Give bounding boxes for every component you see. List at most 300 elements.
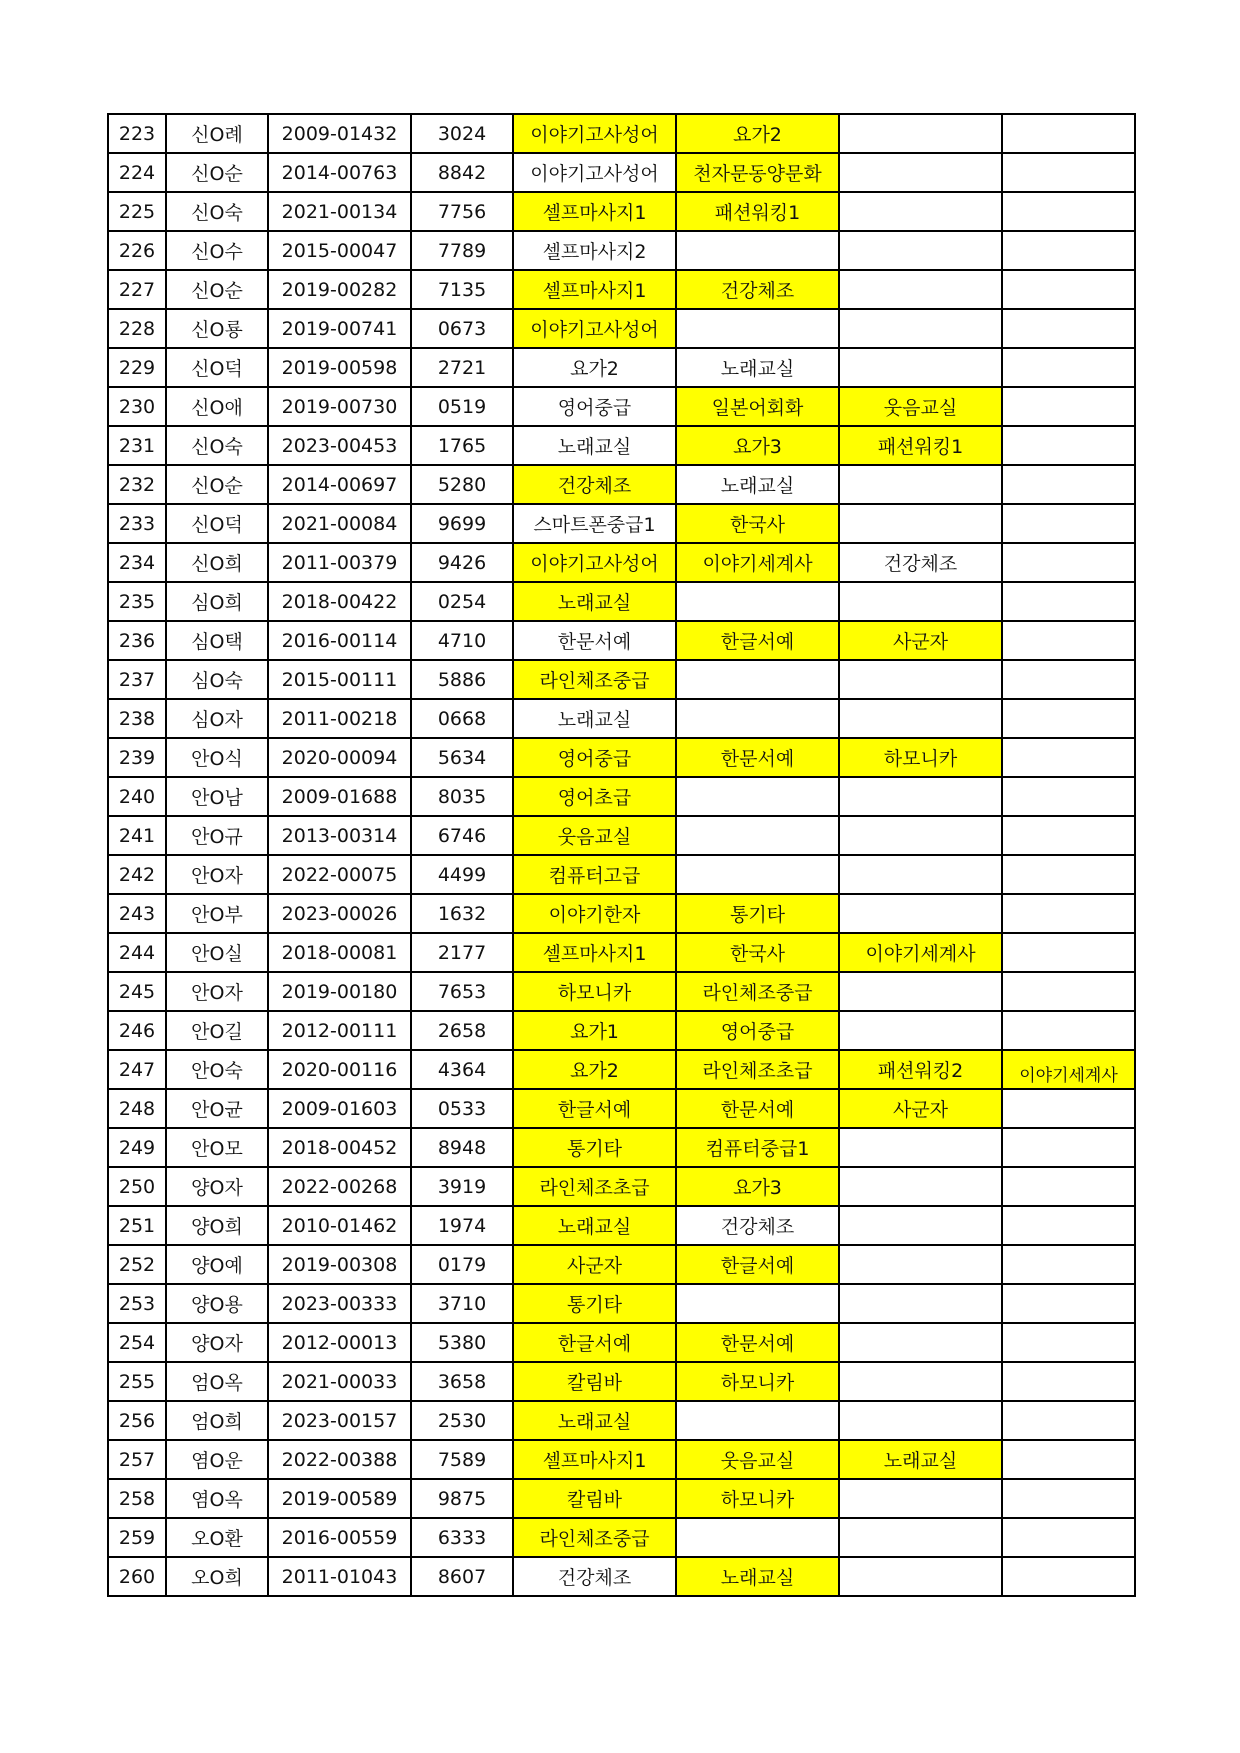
table-row bbox=[108, 270, 1135, 309]
course-2-cell: 천자문동양문화 bbox=[676, 153, 839, 192]
course-1-cell: 건강체조 bbox=[513, 1557, 676, 1596]
course-2-cell: 노래교실 bbox=[676, 1557, 839, 1596]
table-row bbox=[108, 699, 1135, 738]
member-name-cell: 신O희 bbox=[166, 543, 268, 582]
row-number-cell: 223 bbox=[108, 114, 166, 153]
course-3-cell bbox=[839, 1401, 1002, 1440]
row-number-cell: 253 bbox=[108, 1284, 166, 1323]
row-number-cell: 254 bbox=[108, 1323, 166, 1362]
course-3-cell bbox=[839, 1323, 1002, 1362]
table-row bbox=[108, 504, 1135, 543]
member-code-cell: 2721 bbox=[411, 348, 513, 387]
member-name-cell: 양O희 bbox=[166, 1206, 268, 1245]
course-4-cell bbox=[1002, 1128, 1135, 1167]
member-code-cell: 3710 bbox=[411, 1284, 513, 1323]
course-4-cell bbox=[1002, 1011, 1135, 1050]
course-4-cell bbox=[1002, 816, 1135, 855]
member-id-cell: 2020-00116 bbox=[268, 1050, 411, 1089]
course-1-cell: 셀프마사지2 bbox=[513, 231, 676, 270]
table-row bbox=[108, 738, 1135, 777]
member-name-cell: 신O순 bbox=[166, 270, 268, 309]
row-number-cell: 251 bbox=[108, 1206, 166, 1245]
table-row bbox=[108, 1479, 1135, 1518]
member-code-cell: 9426 bbox=[411, 543, 513, 582]
member-name-cell: 신O숙 bbox=[166, 426, 268, 465]
member-code-cell: 1632 bbox=[411, 894, 513, 933]
member-id-cell: 2012-00013 bbox=[268, 1323, 411, 1362]
course-4-cell bbox=[1002, 192, 1135, 231]
member-id-cell: 2022-00268 bbox=[268, 1167, 411, 1206]
course-2-cell bbox=[676, 699, 839, 738]
member-name-cell: 심O택 bbox=[166, 621, 268, 660]
row-number-cell: 238 bbox=[108, 699, 166, 738]
table-row bbox=[108, 348, 1135, 387]
member-id-cell: 2019-00730 bbox=[268, 387, 411, 426]
table-row bbox=[108, 1284, 1135, 1323]
member-name-cell: 양O예 bbox=[166, 1245, 268, 1284]
course-3-cell bbox=[839, 192, 1002, 231]
member-id-cell: 2023-00453 bbox=[268, 426, 411, 465]
course-4-cell bbox=[1002, 543, 1135, 582]
course-3-cell bbox=[839, 153, 1002, 192]
member-id-cell: 2021-00134 bbox=[268, 192, 411, 231]
table-row bbox=[108, 582, 1135, 621]
course-2-cell bbox=[676, 1518, 839, 1557]
course-2-cell: 노래교실 bbox=[676, 465, 839, 504]
course-2-cell bbox=[676, 816, 839, 855]
table-row bbox=[108, 1518, 1135, 1557]
course-1-cell: 요가1 bbox=[513, 1011, 676, 1050]
table-row bbox=[108, 387, 1135, 426]
member-code-cell: 1974 bbox=[411, 1206, 513, 1245]
course-3-cell bbox=[839, 660, 1002, 699]
course-3-cell bbox=[839, 972, 1002, 1011]
member-code-cell: 6746 bbox=[411, 816, 513, 855]
member-id-cell: 2019-00308 bbox=[268, 1245, 411, 1284]
member-id-cell: 2018-00081 bbox=[268, 933, 411, 972]
row-number-cell: 260 bbox=[108, 1557, 166, 1596]
member-name-cell: 신O숙 bbox=[166, 192, 268, 231]
course-1-cell: 라인체조중급 bbox=[513, 660, 676, 699]
member-name-cell: 염O운 bbox=[166, 1440, 268, 1479]
member-code-cell: 3024 bbox=[411, 114, 513, 153]
member-id-cell: 2014-00763 bbox=[268, 153, 411, 192]
course-2-cell: 통기타 bbox=[676, 894, 839, 933]
table-row bbox=[108, 660, 1135, 699]
member-name-cell: 신O수 bbox=[166, 231, 268, 270]
course-1-cell: 스마트폰중급1 bbox=[513, 504, 676, 543]
course-1-cell: 셀프마사지1 bbox=[513, 933, 676, 972]
course-4-cell bbox=[1002, 231, 1135, 270]
course-3-cell: 사군자 bbox=[839, 621, 1002, 660]
course-2-cell bbox=[676, 1284, 839, 1323]
member-id-cell: 2021-00084 bbox=[268, 504, 411, 543]
member-id-cell: 2022-00075 bbox=[268, 855, 411, 894]
course-3-cell bbox=[839, 582, 1002, 621]
course-2-cell: 하모니카 bbox=[676, 1479, 839, 1518]
member-code-cell: 8607 bbox=[411, 1557, 513, 1596]
course-1-cell: 셀프마사지1 bbox=[513, 270, 676, 309]
course-1-cell: 영어중급 bbox=[513, 738, 676, 777]
member-id-cell: 2015-00111 bbox=[268, 660, 411, 699]
member-name-cell: 신O덕 bbox=[166, 348, 268, 387]
table-row bbox=[108, 153, 1135, 192]
table-row bbox=[108, 933, 1135, 972]
row-number-cell: 241 bbox=[108, 816, 166, 855]
member-id-cell: 2021-00033 bbox=[268, 1362, 411, 1401]
course-3-cell bbox=[839, 1362, 1002, 1401]
course-1-cell: 셀프마사지1 bbox=[513, 192, 676, 231]
member-name-cell: 양O자 bbox=[166, 1323, 268, 1362]
course-2-cell: 패션워킹1 bbox=[676, 192, 839, 231]
table-row bbox=[108, 816, 1135, 855]
member-id-cell: 2023-00157 bbox=[268, 1401, 411, 1440]
row-number-cell: 234 bbox=[108, 543, 166, 582]
member-name-cell: 오O희 bbox=[166, 1557, 268, 1596]
member-name-cell: 신O애 bbox=[166, 387, 268, 426]
course-4-cell bbox=[1002, 1518, 1135, 1557]
course-2-cell: 라인체조초급 bbox=[676, 1050, 839, 1089]
member-name-cell: 안O식 bbox=[166, 738, 268, 777]
course-3-cell: 웃음교실 bbox=[839, 387, 1002, 426]
course-1-cell: 통기타 bbox=[513, 1284, 676, 1323]
row-number-cell: 252 bbox=[108, 1245, 166, 1284]
member-id-cell: 2011-00379 bbox=[268, 543, 411, 582]
member-code-cell: 7135 bbox=[411, 270, 513, 309]
member-name-cell: 엄O희 bbox=[166, 1401, 268, 1440]
course-1-cell: 요가2 bbox=[513, 348, 676, 387]
row-number-cell: 239 bbox=[108, 738, 166, 777]
member-code-cell: 5634 bbox=[411, 738, 513, 777]
member-name-cell: 안O길 bbox=[166, 1011, 268, 1050]
member-name-cell: 심O희 bbox=[166, 582, 268, 621]
member-code-cell: 4710 bbox=[411, 621, 513, 660]
course-3-cell bbox=[839, 699, 1002, 738]
member-code-cell: 6333 bbox=[411, 1518, 513, 1557]
course-4-cell bbox=[1002, 309, 1135, 348]
course-2-cell: 웃음교실 bbox=[676, 1440, 839, 1479]
course-4-cell bbox=[1002, 465, 1135, 504]
member-code-cell: 8948 bbox=[411, 1128, 513, 1167]
course-2-cell: 한국사 bbox=[676, 504, 839, 543]
member-name-cell: 엄O옥 bbox=[166, 1362, 268, 1401]
course-2-cell: 한문서예 bbox=[676, 1089, 839, 1128]
course-2-cell: 하모니카 bbox=[676, 1362, 839, 1401]
table-row bbox=[108, 1089, 1135, 1128]
row-number-cell: 246 bbox=[108, 1011, 166, 1050]
member-id-cell: 2020-00094 bbox=[268, 738, 411, 777]
row-number-cell: 242 bbox=[108, 855, 166, 894]
course-2-cell: 라인체조중급 bbox=[676, 972, 839, 1011]
member-id-cell: 2019-00180 bbox=[268, 972, 411, 1011]
course-4-cell bbox=[1002, 504, 1135, 543]
table-body bbox=[108, 114, 1135, 1596]
row-number-cell: 232 bbox=[108, 465, 166, 504]
member-id-cell: 2015-00047 bbox=[268, 231, 411, 270]
row-number-cell: 235 bbox=[108, 582, 166, 621]
course-4-cell bbox=[1002, 1479, 1135, 1518]
course-4-cell: 이야기세계사 bbox=[1002, 1050, 1135, 1089]
course-4-cell bbox=[1002, 1245, 1135, 1284]
member-code-cell: 3919 bbox=[411, 1167, 513, 1206]
member-code-cell: 7589 bbox=[411, 1440, 513, 1479]
member-code-cell: 0673 bbox=[411, 309, 513, 348]
member-id-cell: 2016-00559 bbox=[268, 1518, 411, 1557]
table-row bbox=[108, 1050, 1135, 1089]
course-2-cell: 건강체조 bbox=[676, 270, 839, 309]
member-id-cell: 2022-00388 bbox=[268, 1440, 411, 1479]
course-1-cell: 칼림바 bbox=[513, 1362, 676, 1401]
table-row bbox=[108, 855, 1135, 894]
course-1-cell: 노래교실 bbox=[513, 1206, 676, 1245]
member-id-cell: 2019-00741 bbox=[268, 309, 411, 348]
row-number-cell: 247 bbox=[108, 1050, 166, 1089]
course-2-cell: 한문서예 bbox=[676, 738, 839, 777]
course-3-cell: 건강체조 bbox=[839, 543, 1002, 582]
course-4-cell bbox=[1002, 270, 1135, 309]
course-3-cell bbox=[839, 1557, 1002, 1596]
row-number-cell: 237 bbox=[108, 660, 166, 699]
course-2-cell bbox=[676, 231, 839, 270]
course-1-cell: 노래교실 bbox=[513, 1401, 676, 1440]
member-name-cell: 양O용 bbox=[166, 1284, 268, 1323]
course-2-cell: 요가2 bbox=[676, 114, 839, 153]
course-1-cell: 컴퓨터고급 bbox=[513, 855, 676, 894]
course-1-cell: 라인체조중급 bbox=[513, 1518, 676, 1557]
member-id-cell: 2019-00589 bbox=[268, 1479, 411, 1518]
course-4-cell bbox=[1002, 777, 1135, 816]
member-id-cell: 2010-01462 bbox=[268, 1206, 411, 1245]
course-3-cell bbox=[839, 855, 1002, 894]
row-number-cell: 228 bbox=[108, 309, 166, 348]
course-3-cell: 이야기세계사 bbox=[839, 933, 1002, 972]
course-4-cell bbox=[1002, 738, 1135, 777]
member-name-cell: 안O부 bbox=[166, 894, 268, 933]
course-4-cell bbox=[1002, 114, 1135, 153]
course-4-cell bbox=[1002, 1167, 1135, 1206]
course-4-cell bbox=[1002, 426, 1135, 465]
course-2-cell bbox=[676, 582, 839, 621]
member-id-cell: 2023-00333 bbox=[268, 1284, 411, 1323]
member-name-cell: 신O순 bbox=[166, 465, 268, 504]
row-number-cell: 230 bbox=[108, 387, 166, 426]
course-2-cell: 요가3 bbox=[676, 426, 839, 465]
member-code-cell: 0668 bbox=[411, 699, 513, 738]
member-code-cell: 0519 bbox=[411, 387, 513, 426]
course-4-cell bbox=[1002, 1362, 1135, 1401]
course-1-cell: 한글서예 bbox=[513, 1323, 676, 1362]
course-3-cell bbox=[839, 1128, 1002, 1167]
row-number-cell: 231 bbox=[108, 426, 166, 465]
member-name-cell: 신O순 bbox=[166, 153, 268, 192]
course-1-cell: 하모니카 bbox=[513, 972, 676, 1011]
member-name-cell: 심O숙 bbox=[166, 660, 268, 699]
course-1-cell: 셀프마사지1 bbox=[513, 1440, 676, 1479]
course-2-cell bbox=[676, 1401, 839, 1440]
member-name-cell: 신O룡 bbox=[166, 309, 268, 348]
row-number-cell: 240 bbox=[108, 777, 166, 816]
member-name-cell: 양O자 bbox=[166, 1167, 268, 1206]
member-code-cell: 8035 bbox=[411, 777, 513, 816]
course-4-cell bbox=[1002, 933, 1135, 972]
course-1-cell: 노래교실 bbox=[513, 426, 676, 465]
table-row bbox=[108, 1323, 1135, 1362]
course-1-cell: 한글서예 bbox=[513, 1089, 676, 1128]
member-code-cell: 5380 bbox=[411, 1323, 513, 1362]
course-2-cell: 한글서예 bbox=[676, 1245, 839, 1284]
table-row bbox=[108, 543, 1135, 582]
course-1-cell: 통기타 bbox=[513, 1128, 676, 1167]
course-4-cell bbox=[1002, 153, 1135, 192]
course-4-cell bbox=[1002, 387, 1135, 426]
row-number-cell: 259 bbox=[108, 1518, 166, 1557]
course-4-cell bbox=[1002, 660, 1135, 699]
course-3-cell bbox=[839, 270, 1002, 309]
member-name-cell: 신O덕 bbox=[166, 504, 268, 543]
row-number-cell: 256 bbox=[108, 1401, 166, 1440]
course-2-cell: 한국사 bbox=[676, 933, 839, 972]
member-code-cell: 4499 bbox=[411, 855, 513, 894]
course-4-cell bbox=[1002, 1440, 1135, 1479]
member-code-cell: 7789 bbox=[411, 231, 513, 270]
course-4-cell bbox=[1002, 1557, 1135, 1596]
course-2-cell bbox=[676, 660, 839, 699]
table-row bbox=[108, 972, 1135, 1011]
course-2-cell: 일본어회화 bbox=[676, 387, 839, 426]
member-name-cell: 오O환 bbox=[166, 1518, 268, 1557]
table-row bbox=[108, 621, 1135, 660]
member-id-cell: 2011-00218 bbox=[268, 699, 411, 738]
member-code-cell: 7756 bbox=[411, 192, 513, 231]
row-number-cell: 224 bbox=[108, 153, 166, 192]
course-4-cell bbox=[1002, 1206, 1135, 1245]
course-4-cell bbox=[1002, 1284, 1135, 1323]
course-3-cell: 패션워킹1 bbox=[839, 426, 1002, 465]
course-3-cell bbox=[839, 114, 1002, 153]
course-4-cell bbox=[1002, 699, 1135, 738]
member-code-cell: 7653 bbox=[411, 972, 513, 1011]
member-id-cell: 2019-00282 bbox=[268, 270, 411, 309]
course-3-cell bbox=[839, 465, 1002, 504]
course-3-cell bbox=[839, 1206, 1002, 1245]
row-number-cell: 227 bbox=[108, 270, 166, 309]
course-2-cell bbox=[676, 309, 839, 348]
course-2-cell: 한문서예 bbox=[676, 1323, 839, 1362]
table-row bbox=[108, 894, 1135, 933]
course-3-cell bbox=[839, 894, 1002, 933]
member-code-cell: 5280 bbox=[411, 465, 513, 504]
member-id-cell: 2023-00026 bbox=[268, 894, 411, 933]
course-3-cell bbox=[839, 348, 1002, 387]
member-name-cell: 안O모 bbox=[166, 1128, 268, 1167]
row-number-cell: 248 bbox=[108, 1089, 166, 1128]
course-1-cell: 이야기고사성어 bbox=[513, 543, 676, 582]
course-1-cell: 요가2 bbox=[513, 1050, 676, 1089]
course-3-cell bbox=[839, 1518, 1002, 1557]
table-row bbox=[108, 1128, 1135, 1167]
course-3-cell bbox=[839, 1479, 1002, 1518]
row-number-cell: 233 bbox=[108, 504, 166, 543]
course-1-cell: 영어초급 bbox=[513, 777, 676, 816]
course-2-cell: 한글서예 bbox=[676, 621, 839, 660]
course-4-cell bbox=[1002, 348, 1135, 387]
course-2-cell: 영어중급 bbox=[676, 1011, 839, 1050]
table-row bbox=[108, 231, 1135, 270]
table-row bbox=[108, 1440, 1135, 1479]
member-code-cell: 5886 bbox=[411, 660, 513, 699]
course-4-cell bbox=[1002, 582, 1135, 621]
row-number-cell: 243 bbox=[108, 894, 166, 933]
table-row bbox=[108, 1011, 1135, 1050]
course-4-cell bbox=[1002, 621, 1135, 660]
course-3-cell bbox=[839, 816, 1002, 855]
member-id-cell: 2014-00697 bbox=[268, 465, 411, 504]
member-id-cell: 2009-01432 bbox=[268, 114, 411, 153]
course-4-cell bbox=[1002, 1089, 1135, 1128]
row-number-cell: 225 bbox=[108, 192, 166, 231]
member-code-cell: 2658 bbox=[411, 1011, 513, 1050]
row-number-cell: 244 bbox=[108, 933, 166, 972]
member-code-cell: 9699 bbox=[411, 504, 513, 543]
table-row bbox=[108, 1557, 1135, 1596]
course-4-cell bbox=[1002, 1323, 1135, 1362]
member-code-cell: 0179 bbox=[411, 1245, 513, 1284]
table-row bbox=[108, 777, 1135, 816]
course-3-cell: 하모니카 bbox=[839, 738, 1002, 777]
course-1-cell: 이야기고사성어 bbox=[513, 309, 676, 348]
member-name-cell: 안O숙 bbox=[166, 1050, 268, 1089]
course-4-cell bbox=[1002, 855, 1135, 894]
member-name-cell: 안O자 bbox=[166, 855, 268, 894]
course-2-cell bbox=[676, 777, 839, 816]
course-2-cell: 이야기세계사 bbox=[676, 543, 839, 582]
course-3-cell bbox=[839, 1245, 1002, 1284]
row-number-cell: 229 bbox=[108, 348, 166, 387]
row-number-cell: 236 bbox=[108, 621, 166, 660]
course-1-cell: 칼림바 bbox=[513, 1479, 676, 1518]
course-3-cell: 사군자 bbox=[839, 1089, 1002, 1128]
row-number-cell: 250 bbox=[108, 1167, 166, 1206]
course-4-cell bbox=[1002, 972, 1135, 1011]
row-number-cell: 255 bbox=[108, 1362, 166, 1401]
member-code-cell: 2530 bbox=[411, 1401, 513, 1440]
course-1-cell: 노래교실 bbox=[513, 582, 676, 621]
course-1-cell: 한문서예 bbox=[513, 621, 676, 660]
course-3-cell bbox=[839, 1284, 1002, 1323]
course-1-cell: 노래교실 bbox=[513, 699, 676, 738]
member-code-cell: 0254 bbox=[411, 582, 513, 621]
member-code-cell: 1765 bbox=[411, 426, 513, 465]
member-id-cell: 2016-00114 bbox=[268, 621, 411, 660]
course-3-cell bbox=[839, 1167, 1002, 1206]
row-number-cell: 249 bbox=[108, 1128, 166, 1167]
table-row bbox=[108, 114, 1135, 153]
course-1-cell: 이야기고사성어 bbox=[513, 153, 676, 192]
table-row bbox=[108, 1362, 1135, 1401]
member-course-table bbox=[107, 113, 1136, 1597]
row-number-cell: 258 bbox=[108, 1479, 166, 1518]
member-code-cell: 8842 bbox=[411, 153, 513, 192]
table-row bbox=[108, 426, 1135, 465]
course-3-cell: 패션워킹2 bbox=[839, 1050, 1002, 1089]
member-name-cell: 안O자 bbox=[166, 972, 268, 1011]
member-name-cell: 심O자 bbox=[166, 699, 268, 738]
table-row bbox=[108, 1167, 1135, 1206]
member-id-cell: 2013-00314 bbox=[268, 816, 411, 855]
row-number-cell: 257 bbox=[108, 1440, 166, 1479]
course-3-cell bbox=[839, 504, 1002, 543]
course-1-cell: 라인체조초급 bbox=[513, 1167, 676, 1206]
